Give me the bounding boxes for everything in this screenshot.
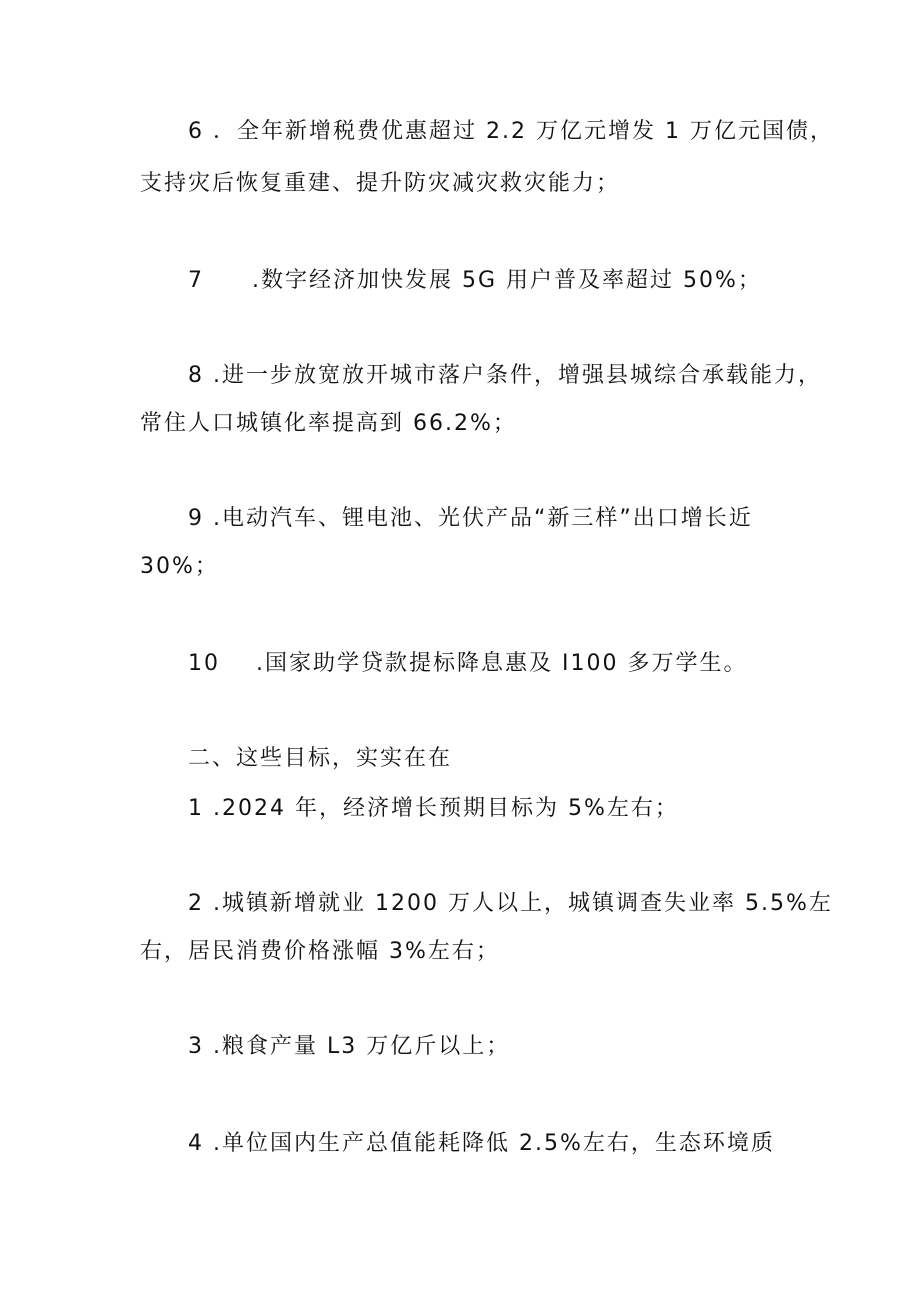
item-number: 6 (188, 119, 204, 144)
item-text: .电动汽车、锂电池、光伏产品“新三样”出口增长近 (213, 506, 753, 531)
item-text: .数字经济加快发展 5G 用户普及率超过 50%； (252, 268, 762, 293)
item-number: 4 (188, 1131, 204, 1156)
item-text: .2024 年，经济增长预期目标为 5%左右； (213, 796, 679, 821)
item-number: 10 (188, 651, 220, 676)
item-number: 3 (188, 1034, 204, 1059)
goal-2-line-1 (188, 890, 833, 918)
item-number: 7 (188, 268, 204, 293)
item-text: .进一步放宽放开城市落户条件，增强县城综合承载能力， (213, 363, 822, 388)
item-number: 8 (188, 363, 204, 388)
item-10-line-1 (188, 650, 747, 678)
goal-1-line-1 (188, 795, 679, 823)
item-number: 9 (188, 506, 204, 531)
item-number: 2 (188, 891, 204, 916)
item-text: ．全年新增税费优惠超过 2.2 万亿元增发 1 万亿元国债， (213, 119, 834, 144)
goal-4-line-1 (188, 1130, 775, 1158)
goal-3-line-1 (188, 1033, 510, 1061)
item-6-line-2: 支持灾后恢复重建、提升防灾减灾救灾能力； (140, 171, 621, 196)
item-8-line-2: 常住人口城镇化率提高到 66.2%； (140, 411, 517, 436)
goal-2-line-2: 右，居民消费价格涨幅 3%左右； (140, 939, 500, 964)
item-text: .国家助学贷款提标降息惠及 I100 多万学生。 (256, 651, 748, 676)
item-9-line-1 (188, 505, 753, 533)
item-text: .单位国内生产总值能耗降低 2.5%左右，生态环境质 (213, 1131, 775, 1156)
item-text: .粮食产量 L3 万亿斤以上； (213, 1034, 511, 1059)
item-9-line-2: 30%； (140, 554, 219, 579)
item-number: 1 (188, 796, 204, 821)
item-6-line-1 (188, 118, 834, 146)
item-text: .城镇新增就业 1200 万人以上，城镇调查失业率 5.5%左 (213, 891, 833, 916)
section-heading: 二、这些目标，实实在在 (188, 746, 453, 771)
item-7-line-1 (188, 267, 762, 295)
item-8-line-1 (188, 362, 822, 390)
